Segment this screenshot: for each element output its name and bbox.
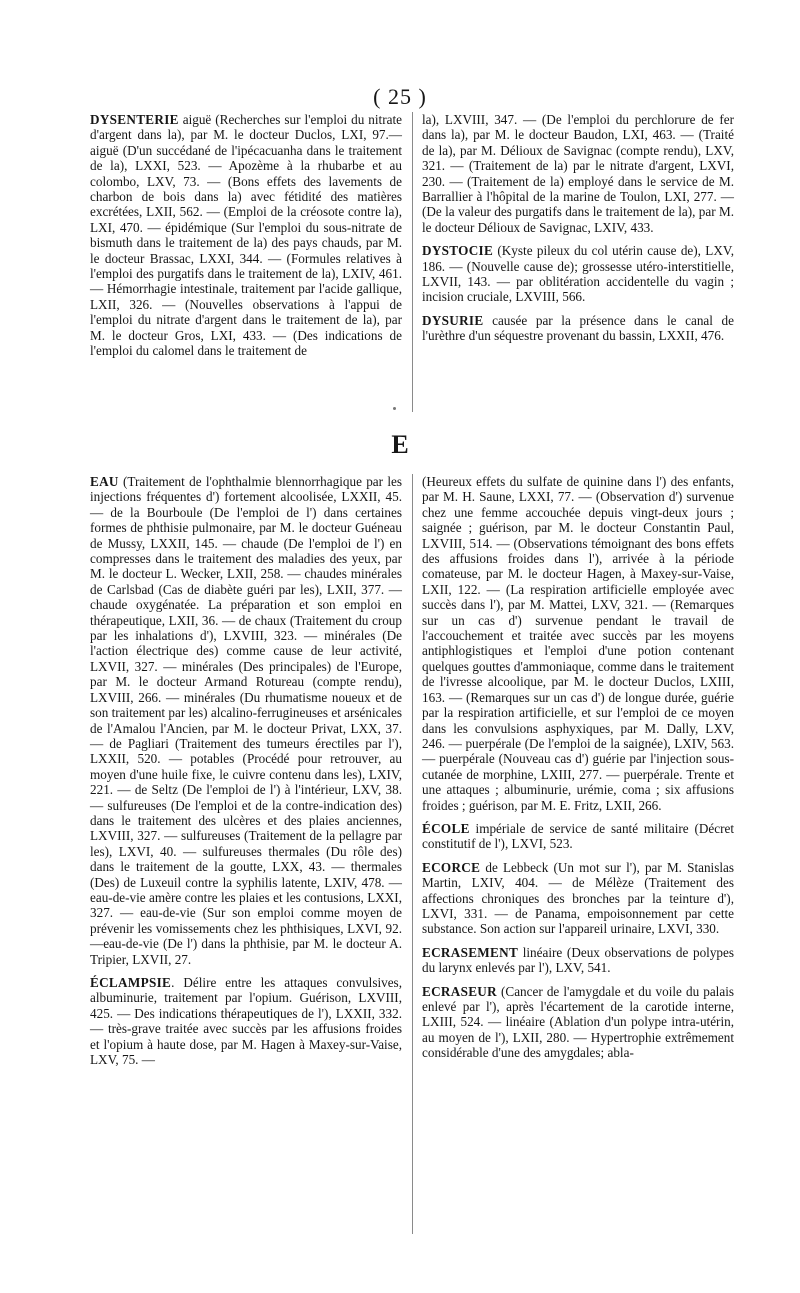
- column-divider: [412, 112, 413, 412]
- column-right-top: [422, 112, 734, 352]
- entry-headword: DYSENTERIE: [90, 112, 179, 127]
- entry-headword: ECRASEUR: [422, 983, 497, 999]
- entry-text: (Heureux effets du sulfate de quinine dans l') des enfants, par M. H. Saune, LXXI, 77. — (Observation d') survenue chez une femme accouchée depuis vingt-deux jours ; saignée ; guérison, par M. le docteur Constantin Paul, LXVIII, 514. — (Observations témoignant des bons effets des affusions froides dans l'), arrivée à la période comateuse, par M. le docteur Hagen, à Maxey-sur-Vaise, LXII, 122. — (La respiration artificielle employée avec succès dans l'), par M. Mattei, LXV, 321. — (Remarques sur un cas d') survenue pendant le travail de l'accouchement et traitée avec succès par les moyens antiphlogistiques et l'emploi d'une potion contenant quelques gouttes d'ammoniaque, comme dans le traitement de l'ivresse alcoolique, par M. le docteur Duclos, LXIII, 163. — (Remarques sur un cas d') de longue durée, guérie par la respiration artificielle, et sur l'emploi de ce moyen dans les convulsions asphyxiques, par M. Dally, LXV, 246. — puerpérale (De l'emploi de la saignée), LXIV, 563. — puerpérale (Nouveau cas d') guérie par l'injection sous-cutanée de morphine, LXIII, 277. — puerpérale. Trente et une attaques ; albuminurie, urémie, coma ; six affusions froides ; guérison, par M. E. Fritz, LXII, 266.: [422, 474, 734, 813]
- entry-headword: EAU: [90, 474, 119, 489]
- entry-text: (Cancer de l'amygdale et du voile du palais enlevé par l'), après l'écartement de la carotide interne, LXIII, 524. — linéaire (Ablation d'un polype intra-utérin, au moyen de l'), LXII, 280. — Hypertrophie extrêmement considérable d'une des amygdales; abla-: [422, 983, 734, 1061]
- index-entry: [422, 243, 734, 305]
- index-entry: [422, 984, 734, 1061]
- column-left-top: [90, 112, 402, 367]
- index-entry: [90, 474, 402, 967]
- entry-headword: DYSTOCIE: [422, 243, 494, 259]
- entry-text: (Kyste pileux du col utérin cause de), LXV, 186. — (Nouvelle cause de); grossesse utéro-interstitielle, LXVII, 143. — par oblitération accidentelle du vagin ; incision cruciale, LXVIII, 566.: [422, 243, 734, 305]
- index-entry: [422, 945, 734, 976]
- entry-text: . Délire entre les attaques convulsives, albuminurie, traitement par l'opium. Guérison, LXVIII, 425. — Des indications thérapeutiques de l'), LXXII, 332. — très-grave traitée avec succès par les affusions froides et l'opium à haute dose, par M. Hagen à Maxey-sur-Vaise, LXV, 75. —: [90, 975, 402, 1068]
- section-e: [90, 474, 740, 1234]
- column-left-bottom: [90, 474, 402, 1075]
- ink-dot: [393, 407, 396, 410]
- entry-text: causée par la présence dans le canal de l'urèthre d'un séquestre provenant du bassin, LXXII, 476.: [422, 312, 734, 344]
- index-entry: [90, 975, 402, 1067]
- entry-headword: DYSURIE: [422, 312, 484, 328]
- column-right-bottom: [422, 474, 734, 1069]
- entry-text: aiguë (Recherches sur l'emploi du nitrate d'argent dans la), par M. le docteur Duclos, LXI, 97.—aiguë (D'un succédané de l'ipécacuanha dans le traitement de la), LXXI, 523. — Apozème à la rhubarbe et au colombo, LXV, 73. — (Bons effets des lavements de charbon de bois dans la) avec fétidité des matières excrétées, LXII, 562. — (Emploi de la créosote contre la), LXI, 470. — épidémique (Sur l'emploi du sous-nitrate de bismuth dans le traitement de la) des pays chauds, par M. le docteur Brassac, LXXI, 344. — (Formules relatives à l'emploi des purgatifs dans le traitement de la), LXIV, 461. — Hémorrhagie intestinale, traitement par l'acide gallique, LXII, 326. — (Nouvelles observations à l'appui de l'emploi du nitrate d'argent dans le traitement de la), par M. le docteur Gros, LXI, 433. — (Des indications de l'emploi du calomel dans le traitement de: [90, 112, 402, 359]
- index-entry: [422, 112, 734, 235]
- index-entry: [90, 112, 402, 359]
- section-d: [90, 112, 740, 412]
- entry-text: de Lebbeck (Un mot sur l'), par M. Stanislas Martin, LXIV, 404. — de Mélèze (Traitement des affections chroniques des bronches par la teinture d'), LXVI, 331. — de Panama, empoisonnement par cette substance. Son action sur l'appareil urinaire, LXVI, 330.: [422, 859, 734, 937]
- entry-headword: ÉCLAMPSIE: [90, 975, 172, 990]
- entry-text: linéaire (Deux observations de polypes du larynx enlevés par l'), LXV, 541.: [422, 944, 734, 976]
- entry-headword: ECORCE: [422, 859, 481, 875]
- index-entry: [422, 860, 734, 937]
- entry-headword: ÉCOLE: [422, 820, 470, 836]
- entry-text: (Traitement de l'ophthalmie blennorrhagique par les injections fréquentes d') fortement alcoolisée, LXXII, 45. — de la Bourboule (De l'emploi de l') dans certaines formes de phthisie pulmonaire, par M. le docteur Guéneau de Mussy, LXXII, 145. — chaude (De l'emploi de l') en compresses dans le traitement des maladies des yeux, par M. le docteur L. Wecker, LXII, 258. — chaudes minérales de Carlsbad (Cas de diabète guéri par les), LXII, 377. — chaude oxygénatée. La préparation et son emploi en thérapeutique, LXII, 36. — de chaux (Traitement du croup par les inhalations d'), LXVIII, 323. — minérales (De l'action électrique des) comme cause de leur activité, LXVII, 327. — minérales (Des principales) de l'Europe, par M. le docteur Armand Rotureau (compte rendu), LXVIII, 266. — minérales (Du rhumatisme noueux et de son traitement par les) alcalino-ferrugineuses et arsénicales de l'Amalou l'Ancien, par M. le docteur Privat, LXX, 37. — de Pagliari (Traitement des tumeurs érectiles par l'), LXXII, 520. — potables (Procédé pour retrouver, au moyen d'une huile fixe, le cuivre contenu dans les), LXIV, 221. — de Seltz (De l'emploi de l') à l'intérieur, LXV, 38. — sulfureuses (De l'emploi et de la contre-indication des) dans le traitement des ulcères et des plaies anciennes, LXVIII, 327. — sulfureuses (Traitement de la pellagre par les), LXVI, 40. — sulfureuses thermales (Du rôle des) dans le traitement de la goutte, LXX, 43. — thermales (Des) de Luxeuil contre la syphilis latente, LXIV, 478. — eau-de-vie amère contre les plaies et les contusions, LXXI, 327. — eau-de-vie (Sur son emploi comme moyen de prévenir les vomissements chez les phthisiques, LXVI, 92.—eau-de-vie (De l') dans la phthisie, par M. le docteur A. Tripier, LXVII, 27.: [90, 474, 402, 967]
- page-number: ( 25 ): [373, 84, 427, 109]
- section-letter: E: [391, 430, 409, 459]
- index-entry: [422, 474, 734, 813]
- index-entry: [422, 821, 734, 852]
- column-divider: [412, 474, 413, 1234]
- entry-text: impériale de service de santé militaire (Décret constitutif de l'), LXVI, 523.: [422, 820, 734, 852]
- entry-text: la), LXVIII, 347. — (De l'emploi du perchlorure de fer dans la), par M. le docteur Baudon, LXI, 463. — (Traité de la), par M. Délioux de Savignac (compte rendu), LXV, 321. — (Traitement de la) par le nitrate d'argent, LXVI, 230. — (Traitement de la) employé dans le service de M. Barrallier à l'hôpital de la marine de Toulon, LXI, 277. — (De la valeur des purgatifs dans le traitement de la), par M. le docteur Délioux de Savignac, LXIV, 433.: [422, 112, 734, 235]
- entry-headword: ECRASEMENT: [422, 944, 519, 960]
- index-entry: [422, 313, 734, 344]
